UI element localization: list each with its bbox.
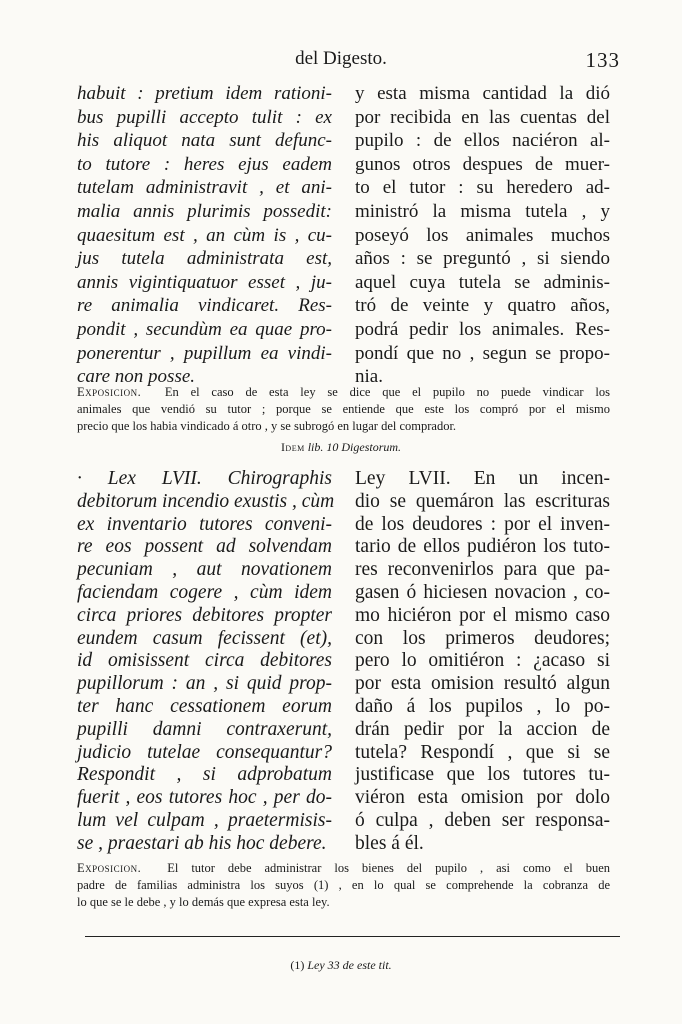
exposition-line: lo que se le debe , y lo demás que expresa esta ley. [77, 895, 330, 909]
text-line: ó culpa , deben ser responsa- [355, 809, 610, 831]
text-line: Ley LVII. En un incen- [355, 468, 610, 489]
text-line: ex inventario tutores conveni- [77, 513, 332, 535]
text-line: id omisissent circa debitores [77, 650, 332, 672]
text-line: jus tutela administrata est, [77, 248, 332, 270]
text-line: pero lo omitiéron : ¿acaso si [355, 650, 610, 672]
text-line: pupillorum : an , si quid prop- [77, 673, 332, 695]
text-line: ministró la misma tutela , y [355, 200, 610, 222]
latin-text-column-2 [77, 468, 335, 856]
exposition-label: Exposicion. [77, 861, 142, 875]
text-line: pondí que no , segun se propo- [355, 342, 610, 364]
exposition-label: Exposicion. [77, 385, 142, 399]
text-line: de los deudores : por el inven- [355, 513, 610, 535]
text-line: eundem casum fecissent (et), [77, 627, 332, 649]
text-line: quaesitum est , an cùm is , cu- [77, 224, 332, 246]
text-line: care non posse. [77, 366, 196, 388]
text-line: his aliquot nata sunt defunc- [77, 130, 332, 152]
source-work: lib. 10 Digestorum. [307, 440, 402, 454]
running-title: del Digesto. [295, 48, 387, 69]
exposition-line: precio que los habia vindicado á otro , y se subrogó en lugar del comprador. [77, 419, 457, 433]
text-line: re animalia vindicaret. Res- [77, 295, 332, 317]
text-line: debitorum incendio exustis , cùm [77, 490, 335, 512]
footnote-marker: (1) [290, 958, 305, 972]
exposition-2-first-line: Exposicion. El tutor debe administrar los bienes del pupilo , asi como el buen [77, 861, 610, 875]
text-line: habuit : pretium idem rationi- [77, 83, 332, 104]
text-line: y esta misma cantidad la dió [355, 83, 610, 104]
text-line: con los primeros deudores; [355, 627, 610, 649]
page-number: 133 [585, 48, 620, 72]
exposition-line: animales que vendió su tutor ; porque se entiende que este los compró por el mismo [77, 402, 610, 416]
text-line: faciendam cogere , cùm idem [77, 581, 332, 603]
text-line: bus pupilli accepto tulit : ex [77, 106, 332, 128]
text-line: podrá pedir los animales. Res- [355, 318, 610, 340]
exposition-1 [77, 384, 610, 435]
exposition-2 [77, 860, 610, 911]
text-line: bles á él. [355, 832, 424, 854]
text-line: mo hiciéron por el mismo caso [355, 604, 610, 626]
text-line: dio se quemáron las escrituras [355, 490, 610, 512]
text-line: ter hanc cessationem eorum [77, 695, 332, 717]
text-line: ponerentur , pupillum ea vindi- [77, 342, 332, 364]
text-line: nia. [355, 366, 383, 388]
page-header [0, 48, 682, 78]
text-line: pondit , secundùm ea quae pro- [77, 318, 332, 340]
text-line: malia annis plurimis possedit: [77, 200, 332, 222]
text-line: · Lex LVII. Chirographis [77, 468, 332, 489]
text-line: justificase que los tutores tu- [355, 764, 610, 786]
source-author: Idem [280, 440, 305, 454]
text-line: annis vigintiquatuor esset , ju- [77, 271, 332, 293]
latin-text-column-1 [77, 82, 332, 389]
text-line: pecuniam , aut novationem [77, 559, 332, 581]
exposition-line: padre de familias administra los suyos (1) , en lo qual se comprehende la cobranza de [77, 878, 610, 892]
text-line: tutelam administravit , et ani- [77, 177, 332, 199]
text-line: to tutore : heres ejus eadem [77, 153, 332, 175]
text-line: poseyó los animales muchos [355, 224, 610, 246]
text-line: circa priores debitores propter [77, 604, 332, 626]
footnote-divider [85, 936, 620, 937]
text-line: Respondit , si adprobatum [77, 764, 332, 786]
text-line: judicio tutelae consequantur? [77, 741, 332, 763]
spanish-text-column-2 [355, 468, 610, 856]
text-line: se , praestari ab his hoc debere. [77, 832, 327, 854]
text-line: tario de ellos pudiéron los tuto- [355, 536, 610, 558]
text-line: viéron esta omision por dolo [355, 787, 610, 809]
text-line: gunos otros despues de muer- [355, 153, 610, 175]
text-line: aquel cuya tutela se adminis- [355, 271, 610, 293]
text-line: re eos possent ad solvendam [77, 536, 332, 558]
exposition-1-first-line: Exposicion. En el caso de esta ley se dice que el pupilo no puede vindicar los [77, 385, 610, 399]
text-line: fuerit , eos tutores hoc , per do- [77, 787, 332, 809]
text-line: daño á los pupilos , lo po- [355, 695, 610, 717]
source-citation [0, 440, 682, 455]
text-line: gasen ó hiciesen novacion , co- [355, 581, 610, 603]
text-line: pupilli damni contraxerunt, [77, 718, 332, 740]
text-line: tró de veinte y quatro años, [355, 295, 610, 317]
text-line: por recibida en las cuentas del [355, 106, 610, 128]
text-line: to el tutor : su heredero ad- [355, 177, 610, 199]
text-line: pupilo : de ellos naciéron al- [355, 130, 610, 152]
text-line: drán pedir por la accion de [355, 718, 610, 740]
text-line: tutela? Respondí , que si se [355, 741, 610, 763]
text-line: lum vel culpam , praetermisis- [77, 809, 332, 831]
footnote-text: Ley 33 de este tit. [307, 958, 392, 972]
text-line: res reconvenirlos para que pa- [355, 559, 610, 581]
footnote [0, 958, 682, 973]
spanish-text-column-1 [355, 82, 610, 389]
text-line: años : se preguntó , si siendo [355, 248, 610, 270]
text-line: por esta omision resultó algun [355, 673, 610, 695]
